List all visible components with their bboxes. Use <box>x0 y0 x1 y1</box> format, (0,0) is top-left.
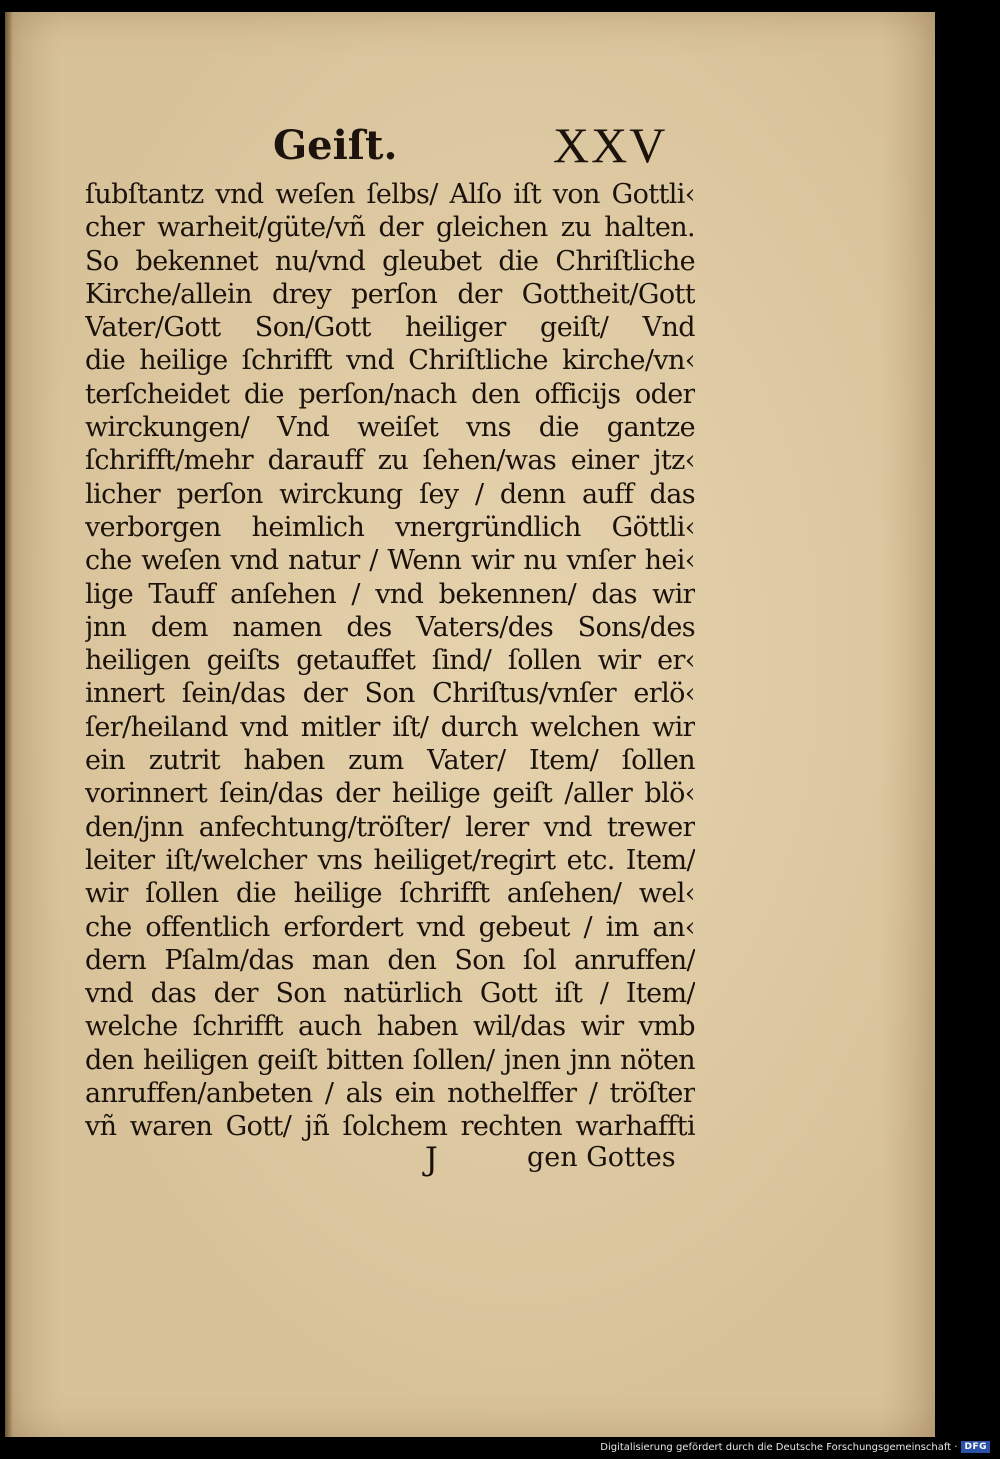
text-line: Kirche/allein drey perſon der Gottheit/Gott <box>85 278 695 310</box>
text-line: che weſen vnd natur / Wenn wir nu vnſer hei‹ <box>85 545 695 577</box>
catchword: gen Gottes <box>527 1142 676 1173</box>
text-line: ſer/heiland vnd mitler iſt/ durch welchen wir <box>85 711 695 743</box>
text-line: dern Pſalm/das man den Son ſol anruffen/ <box>85 944 695 976</box>
dfg-logo-icon: DFG <box>961 1441 990 1453</box>
text-line: terſcheidet die perſon/nach den officijs oder <box>85 378 695 410</box>
folio-number: XXV <box>553 117 668 173</box>
text-line: leiter iſt/welcher vns heiliget/regirt etc. Item/ <box>85 844 695 876</box>
text-line: Vater/Gott Son/Gott heiliger geiſt/ Vnd <box>85 312 695 344</box>
text-line: ſubſtantz vnd weſen ſelbs/ Alſo iſt von Gottli‹ <box>85 179 695 210</box>
text-line: vñ waren Gott/ jñ ſolchem rechten warhaffti <box>85 1111 695 1143</box>
text-line: ein zutrit haben zum Vater/ Item/ ſollen <box>85 745 695 777</box>
body-text <box>85 178 695 1144</box>
running-head: Geiſt. <box>273 122 398 169</box>
footer-credit <box>600 1441 990 1453</box>
text-line: vnd das der Son natürlich Gott iſt / Item/ <box>85 978 695 1010</box>
text-line: vorinnert ſein/das der heilige geiſt /aller blö‹ <box>85 778 695 810</box>
text-line: lige Tauff anſehen / vnd bekennen/ das wir <box>85 578 695 610</box>
text-line: heiligen geiſts getauffet ſind/ ſollen wir er‹ <box>85 645 695 677</box>
text-line: wir ſollen die heilige ſchrifft anſehen/ wel‹ <box>85 878 695 910</box>
text-line: innert ſein/das der Son Chriſtus/vnſer erlö‹ <box>85 678 695 710</box>
catchword-row <box>5 1140 685 1180</box>
text-line: welche ſchrifft auch haben wil/das wir vmb <box>85 1011 695 1043</box>
text-line: den/jnn anfechtung/tröſter/ lerer vnd trewer <box>85 811 695 843</box>
text-line: anruffen/anbeten / als ein nothelffer / tröſter <box>85 1078 695 1110</box>
text-line: ſchrifft/mehr darauff zu ſehen/was einer jtz‹ <box>85 445 695 477</box>
text-line: cher warheit/güte/vñ der gleichen zu halten. <box>85 212 695 244</box>
signature-mark: J <box>425 1140 438 1178</box>
text-line: So bekennet nu/vnd gleubet die Chriſtliche <box>85 245 695 277</box>
text-line: licher perſon wirckung ſey / denn auff das <box>85 478 695 510</box>
footer-text: Digitalisierung gefördert durch die Deutsche Forschungsgemeinschaft · <box>600 1441 958 1453</box>
text-line: wirckungen/ Vnd weiſet vns die gantze <box>85 412 695 444</box>
book-page <box>5 12 935 1437</box>
text-line: die heilige ſchrifft vnd Chriſtliche kirche/vn‹ <box>85 345 695 377</box>
page-spine-shadow <box>5 12 13 1437</box>
text-line: jnn dem namen des Vaters/des Sons/des <box>85 611 695 643</box>
text-line: che offentlich erfordert vnd gebeut / im an‹ <box>85 911 695 943</box>
text-line: den heiligen geiſt bitten ſollen/ jnen jnn nöten <box>85 1044 695 1076</box>
text-line: verborgen heimlich vnergründlich Göttli‹ <box>85 511 695 543</box>
